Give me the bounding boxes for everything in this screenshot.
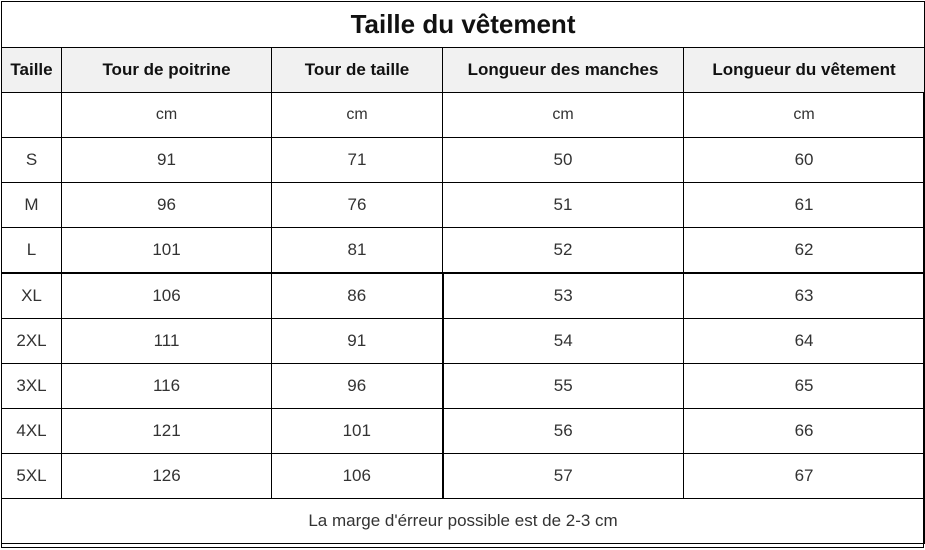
header-row <box>2 48 925 93</box>
table-row <box>2 183 925 228</box>
chest-cell: 111 <box>62 319 272 364</box>
table-row <box>2 454 925 499</box>
waist-cell: 81 <box>272 228 443 274</box>
sleeve-cell: 54 <box>443 319 684 364</box>
sleeve-cell: 56 <box>443 409 684 454</box>
sleeve-cell: 53 <box>443 273 684 319</box>
chest-cell: 96 <box>62 183 272 228</box>
length-cell: 64 <box>684 319 925 364</box>
length-cell: 65 <box>684 364 925 409</box>
title-row <box>2 2 925 48</box>
size-cell: 3XL <box>2 364 62 409</box>
table-row <box>2 228 925 274</box>
waist-cell: 106 <box>272 454 443 499</box>
error-margin-note: La marge d'érreur possible est de 2-3 cm <box>2 499 925 544</box>
size-cell: 5XL <box>2 454 62 499</box>
size-cell: 2XL <box>2 319 62 364</box>
waist-cell: 76 <box>272 183 443 228</box>
length-cell: 60 <box>684 138 925 183</box>
header-chest: Tour de poitrine <box>62 48 272 93</box>
size-cell: 4XL <box>2 409 62 454</box>
chest-cell: 106 <box>62 273 272 319</box>
table-title: Taille du vêtement <box>2 2 925 48</box>
table-row <box>2 409 925 454</box>
size-cell: XL <box>2 273 62 319</box>
header-size: Taille <box>2 48 62 93</box>
sleeve-cell: 57 <box>443 454 684 499</box>
chest-cell: 126 <box>62 454 272 499</box>
waist-cell: 96 <box>272 364 443 409</box>
size-cell: S <box>2 138 62 183</box>
waist-cell: 91 <box>272 319 443 364</box>
length-cell: 67 <box>684 454 925 499</box>
waist-cell: 71 <box>272 138 443 183</box>
table-row <box>2 273 925 319</box>
header-garment-length: Longueur du vêtement <box>684 48 925 93</box>
note-row <box>2 499 925 544</box>
table-row <box>2 319 925 364</box>
length-cell: 66 <box>684 409 925 454</box>
unit-row <box>2 93 925 138</box>
unit-cell: cm <box>62 93 272 138</box>
sleeve-cell: 51 <box>443 183 684 228</box>
unit-cell: cm <box>443 93 684 138</box>
chest-cell: 121 <box>62 409 272 454</box>
length-cell: 62 <box>684 228 925 274</box>
header-waist: Tour de taille <box>272 48 443 93</box>
waist-cell: 101 <box>272 409 443 454</box>
size-chart <box>1 1 924 548</box>
chest-cell: 101 <box>62 228 272 274</box>
chest-cell: 91 <box>62 138 272 183</box>
unit-cell: cm <box>684 93 925 138</box>
unit-cell <box>2 93 62 138</box>
size-cell: M <box>2 183 62 228</box>
table-row <box>2 138 925 183</box>
header-sleeve-length: Longueur des manches <box>443 48 684 93</box>
waist-cell: 86 <box>272 273 443 319</box>
table-row <box>2 364 925 409</box>
size-table <box>1 1 925 544</box>
unit-cell: cm <box>272 93 443 138</box>
sleeve-cell: 50 <box>443 138 684 183</box>
size-cell: L <box>2 228 62 274</box>
sleeve-cell: 55 <box>443 364 684 409</box>
sleeve-cell: 52 <box>443 228 684 274</box>
length-cell: 61 <box>684 183 925 228</box>
chest-cell: 116 <box>62 364 272 409</box>
length-cell: 63 <box>684 273 925 319</box>
